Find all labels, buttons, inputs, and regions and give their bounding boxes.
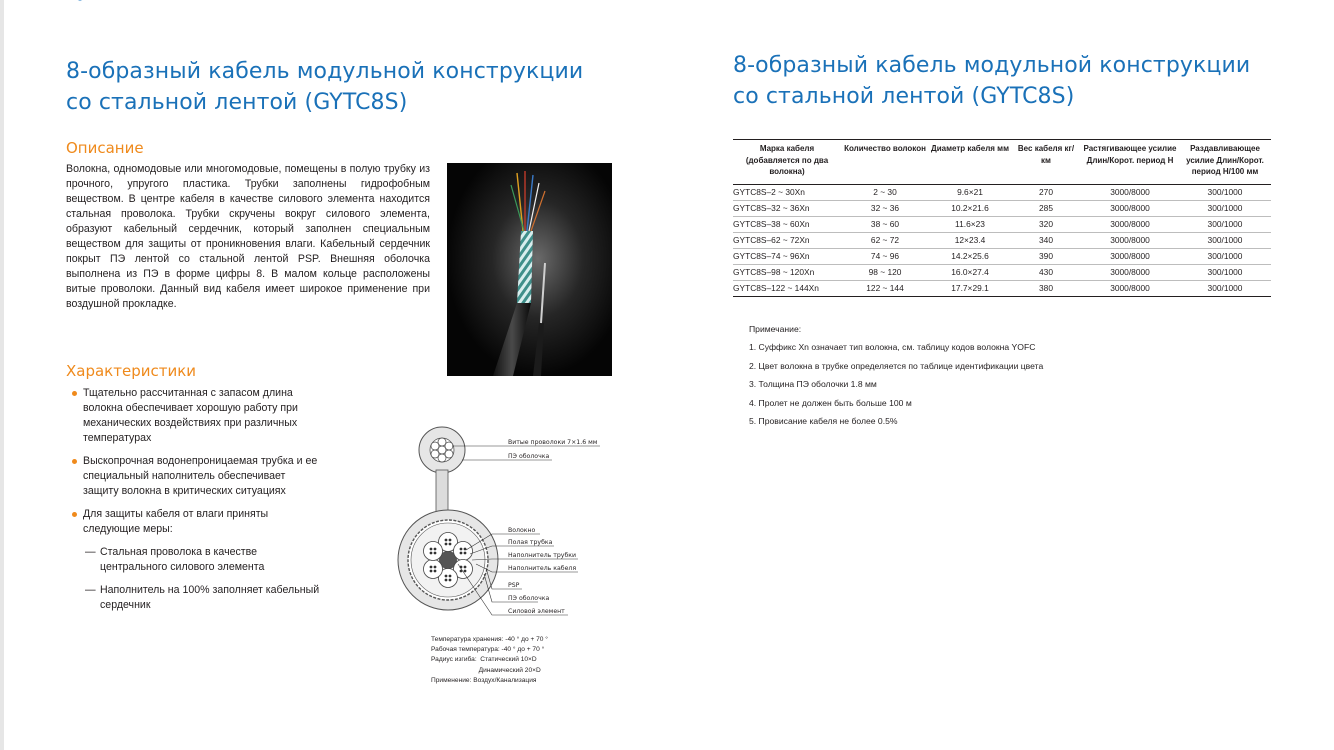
label-pe-sheath-upper: ПЭ оболочка xyxy=(508,453,550,460)
cable-cross-section-diagram xyxy=(392,422,622,622)
table-row xyxy=(733,200,1271,216)
description-text: Волокна, одномодовые или многомодовые, помещены в полую трубку из прочного, упругого пластика. Трубки заполнены гидрофобным веществом. В центре кабеля в качестве силового элемента находится стальная проволока. Трубки скручены вокруг силового элемента, образуют кабельный сердечник, который заполнен специальным веществом для защиты от проникновения влаги. Кабельный сердечник покрыт ПЭ лентой со стальной лентой PSP. Внешняя оболочка выполнена из ПЭ в форме цифры 8. В малом кольце расположены витые проволоки. Данный вид кабеля имеет широкое применение при воздушной прокладке. xyxy=(66,163,430,310)
feature-item xyxy=(66,507,320,537)
table-cell: 300/1000 xyxy=(1179,216,1271,232)
table-cell: 2 ~ 30 xyxy=(841,184,929,200)
page-spine xyxy=(0,0,4,750)
parameter-line: Динамический 20×D xyxy=(431,666,541,674)
parameter-line: Радиус изгиба: Статический 10×D xyxy=(431,656,537,664)
left-page-title xyxy=(66,56,583,118)
measure-item: — Стальная проволока в качестве центрального силового элемента xyxy=(85,546,265,573)
table-cell: 340 xyxy=(1011,232,1081,248)
description-heading: Описание xyxy=(66,139,144,157)
notes-list xyxy=(749,320,1043,430)
right-title-line-1: 8-образный кабель модульной конструкции xyxy=(733,53,1251,78)
table-cell: 430 xyxy=(1011,264,1081,280)
feature-text: Выскопрочная водонепроницаемая трубка и ее специальный наполнитель обеспечивает защиту волокна в критических ситуациях xyxy=(83,455,318,497)
table-cell: 270 xyxy=(1011,184,1081,200)
table-cell: 11.6×23 xyxy=(929,216,1011,232)
table-cell: 3000/8000 xyxy=(1081,264,1179,280)
table-cell: 74 ~ 96 xyxy=(841,248,929,264)
column-header: Раздавливающее усилие Длин/Корот. период Н/100 мм xyxy=(1179,140,1271,185)
table-row xyxy=(733,232,1271,248)
column-header: Растягивающее усилие Длин/Корот. период Н xyxy=(1081,140,1179,185)
note-item: 1. Суффикс Xn означает тип волокна, см. таблицу кодов волокна YOFC xyxy=(749,342,1036,353)
column-header: Вес кабеля кг/км xyxy=(1011,140,1081,185)
feature-text: Тщательно рассчитанная с запасом длина волокна обеспечивает хорошую работу при механических воздействиях при различных температурах xyxy=(83,387,298,444)
table-cell: 380 xyxy=(1011,280,1081,296)
left-title-line-2: со стальной лентой (GYTC8S) xyxy=(66,90,408,115)
left-title-line-1: 8-образный кабель модульной конструкции xyxy=(66,59,584,84)
table-cell: 9.6×21 xyxy=(929,184,1011,200)
table-cell: 300/1000 xyxy=(1179,264,1271,280)
measure-item: — Наполнитель на 100% заполняет кабельный сердечник xyxy=(85,584,320,611)
table-cell: 3000/8000 xyxy=(1081,280,1179,296)
features-list xyxy=(66,386,320,621)
feature-text: Для защиты кабеля от влаги приняты следующие меры: xyxy=(83,508,269,535)
note-item: 2. Цвет волокна в трубке определяется по таблице идентификации цвета xyxy=(749,360,1044,371)
table-cell: 300/1000 xyxy=(1179,184,1271,200)
table-cell: 10.2×21.6 xyxy=(929,200,1011,216)
table-cell: 320 xyxy=(1011,216,1081,232)
bullet-icon xyxy=(72,391,77,396)
note-item: 5. Провисание кабеля не более 0.5% xyxy=(749,416,898,427)
note-item: 3. Толщина ПЭ оболочки 1.8 мм xyxy=(749,379,877,390)
table-cell: 285 xyxy=(1011,200,1081,216)
table-row xyxy=(733,248,1271,264)
table-cell: GYTC8S–32 ~ 36Xn xyxy=(733,200,841,216)
table-row xyxy=(733,264,1271,280)
features-heading: Характеристики xyxy=(66,362,197,380)
operating-parameters xyxy=(431,635,548,686)
table-row xyxy=(733,184,1271,200)
column-header: Марка кабеля (добавляется по два волокна) xyxy=(733,140,841,185)
label-twisted-wires: Витые проволоки 7×1.6 мм xyxy=(508,439,598,446)
label-cable-filler: Наполнитель кабеля xyxy=(508,565,577,572)
note-item: 4. Пролет не должен быть больше 100 м xyxy=(749,397,912,408)
label-tube-filler: Наполнитель трубки xyxy=(508,552,577,559)
table-cell: 3000/8000 xyxy=(1081,232,1179,248)
table-cell: 3000/8000 xyxy=(1081,200,1179,216)
right-title-line-2: со стальной лентой (GYTC8S) xyxy=(733,84,1075,109)
table-cell: 16.0×27.4 xyxy=(929,264,1011,280)
column-header: Диаметр кабеля мм xyxy=(929,140,1011,185)
table-cell: 12×23.4 xyxy=(929,232,1011,248)
table-cell: GYTC8S–2 ~ 30Xn xyxy=(733,184,841,200)
notes-heading: Примечание: xyxy=(749,324,802,334)
table-cell: 300/1000 xyxy=(1179,232,1271,248)
measure-text: Наполнитель на 100% заполняет кабельный сердечник xyxy=(100,584,320,611)
label-strength-member: Силовой элемент xyxy=(508,608,565,615)
table-cell: 98 ~ 120 xyxy=(841,264,929,280)
table-cell: 122 ~ 144 xyxy=(841,280,929,296)
table-row xyxy=(733,216,1271,232)
label-loose-tube: Полая трубка xyxy=(508,539,553,546)
bullet-icon xyxy=(72,459,77,464)
table-cell: 300/1000 xyxy=(1179,280,1271,296)
table-header-row xyxy=(733,140,1271,185)
right-page-title xyxy=(733,50,1250,112)
table-cell: 3000/8000 xyxy=(1081,248,1179,264)
bullet-icon xyxy=(72,512,77,517)
column-header: Количество волокон xyxy=(841,140,929,185)
table-cell: 3000/8000 xyxy=(1081,216,1179,232)
table-cell: 300/1000 xyxy=(1179,248,1271,264)
feature-item xyxy=(66,386,320,446)
table-cell: 14.2×25.6 xyxy=(929,248,1011,264)
parameter-line: Рабочая температура: -40 ° до + 70 ° xyxy=(431,646,545,654)
table-cell: 62 ~ 72 xyxy=(841,232,929,248)
table-cell: 390 xyxy=(1011,248,1081,264)
label-pe-sheath-lower: ПЭ оболочка xyxy=(508,595,550,602)
table-cell: 17.7×29.1 xyxy=(929,280,1011,296)
feature-item xyxy=(66,454,320,499)
parameter-line: Температура хранения: -40 ° до + 70 ° xyxy=(431,636,548,643)
table-row xyxy=(733,280,1271,296)
table-cell: 300/1000 xyxy=(1179,200,1271,216)
specifications-table xyxy=(733,139,1271,297)
table-cell: GYTC8S–98 ~ 120Xn xyxy=(733,264,841,280)
table-cell: GYTC8S–74 ~ 96Xn xyxy=(733,248,841,264)
parameter-line: Применение: Воздух/Канализация xyxy=(431,676,537,684)
label-fiber: Волокно xyxy=(508,527,536,534)
table-cell: GYTC8S–122 ~ 144Xn xyxy=(733,280,841,296)
table-cell: 32 ~ 36 xyxy=(841,200,929,216)
table-cell: GYTC8S–38 ~ 60Xn xyxy=(733,216,841,232)
table-cell: GYTC8S–62 ~ 72Xn xyxy=(733,232,841,248)
label-psp: PSP xyxy=(508,582,520,589)
measure-text: Стальная проволока в качестве центрального силового элемента xyxy=(100,546,265,573)
table-cell: 38 ~ 60 xyxy=(841,216,929,232)
logo-fragment xyxy=(66,0,100,4)
table-cell: 3000/8000 xyxy=(1081,184,1179,200)
cable-photo xyxy=(447,163,612,376)
